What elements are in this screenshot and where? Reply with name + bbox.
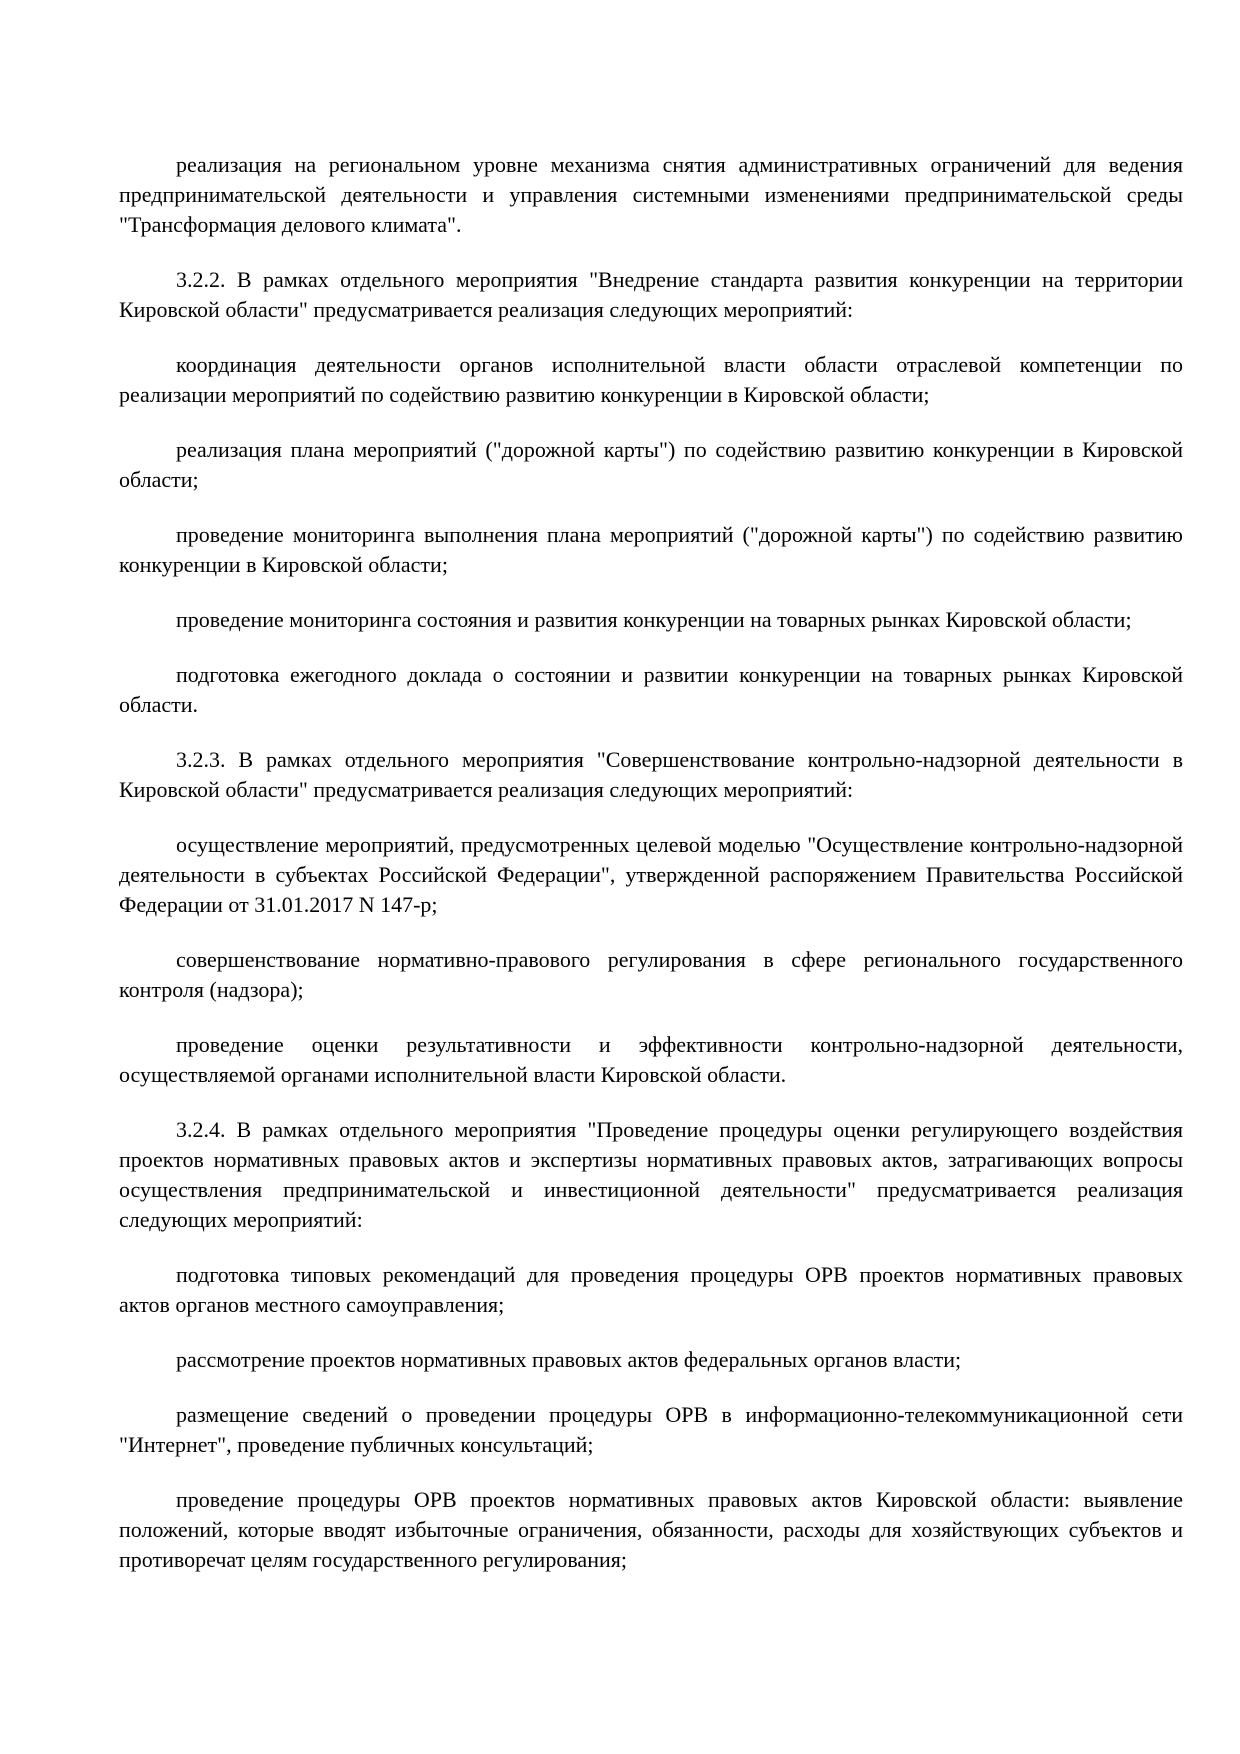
section-3-2-3-paragraph: 3.2.3. В рамках отдельного мероприятия "Совершенствование контрольно-надзорной деятельности в Кировской области" предусматривается реализация следующих мероприятий: [119,747,1183,802]
paragraph: подготовка ежегодного доклада о состоянии и развитии конкуренции на товарных рынках Кировской области. [119,662,1183,717]
document-body [119,150,1183,1600]
paragraph: координация деятельности органов исполнительной власти области отраслевой компетенции по реализации мероприятий по содействию развитию конкуренции в Кировской области; [119,352,1183,407]
paragraph: подготовка типовых рекомендаций для проведения процедуры ОРВ проектов нормативных правовых актов органов местного самоуправления; [119,1262,1183,1317]
paragraph: осуществление мероприятий, предусмотренных целевой моделью "Осуществление контрольно-надзорной деятельности в субъектах Российской Федерации", утвержденной распоряжением Правительства Российской Федерации от 31.01.2017 N 147-р; [119,832,1183,917]
paragraph: реализация плана мероприятий ("дорожной карты") по содействию развитию конкуренции в Кировской области; [119,437,1183,492]
paragraph: проведение мониторинга состояния и развития конкуренции на товарных рынках Кировской области; [176,607,1132,632]
paragraph: проведение процедуры ОРВ проектов нормативных правовых актов Кировской области: выявление положений, которые вводят избыточные ограничения, обязанности, расходы для хозяйствующих субъектов и противоречат целям государственного регулирования; [119,1487,1183,1572]
section-3-2-4-paragraph: 3.2.4. В рамках отдельного мероприятия "Проведение процедуры оценки регулирующего воздействия проектов нормативных правовых актов и экспертизы нормативных правовых актов, затрагивающих вопросы осуществления предпринимательской и инвестиционной деятельности" предусматривается реализация следующих мероприятий: [119,1117,1183,1232]
paragraph: совершенствование нормативно-правового регулирования в сфере регионального государственного контроля (надзора); [119,947,1183,1002]
section-3-2-2-paragraph: 3.2.2. В рамках отдельного мероприятия "Внедрение стандарта развития конкуренции на территории Кировской области" предусматривается реализация следующих мероприятий: [119,267,1183,322]
paragraph: проведение оценки результативности и эффективности контрольно-надзорной деятельности, осуществляемой органами исполнительной власти Кировской области. [119,1032,1183,1087]
paragraph: реализация на региональном уровне механизма снятия административных ограничений для ведения предпринимательской деятельности и управления системными изменениями предпринимательской среды "Трансформация делового климата". [119,152,1183,237]
paragraph: проведение мониторинга выполнения плана мероприятий ("дорожной карты") по содействию развитию конкуренции в Кировской области; [119,522,1183,577]
paragraph: размещение сведений о проведении процедуры ОРВ в информационно-телекоммуникационной сети "Интернет", проведение публичных консультаций; [119,1402,1183,1457]
paragraph: рассмотрение проектов нормативных правовых актов федеральных органов власти; [176,1347,962,1372]
